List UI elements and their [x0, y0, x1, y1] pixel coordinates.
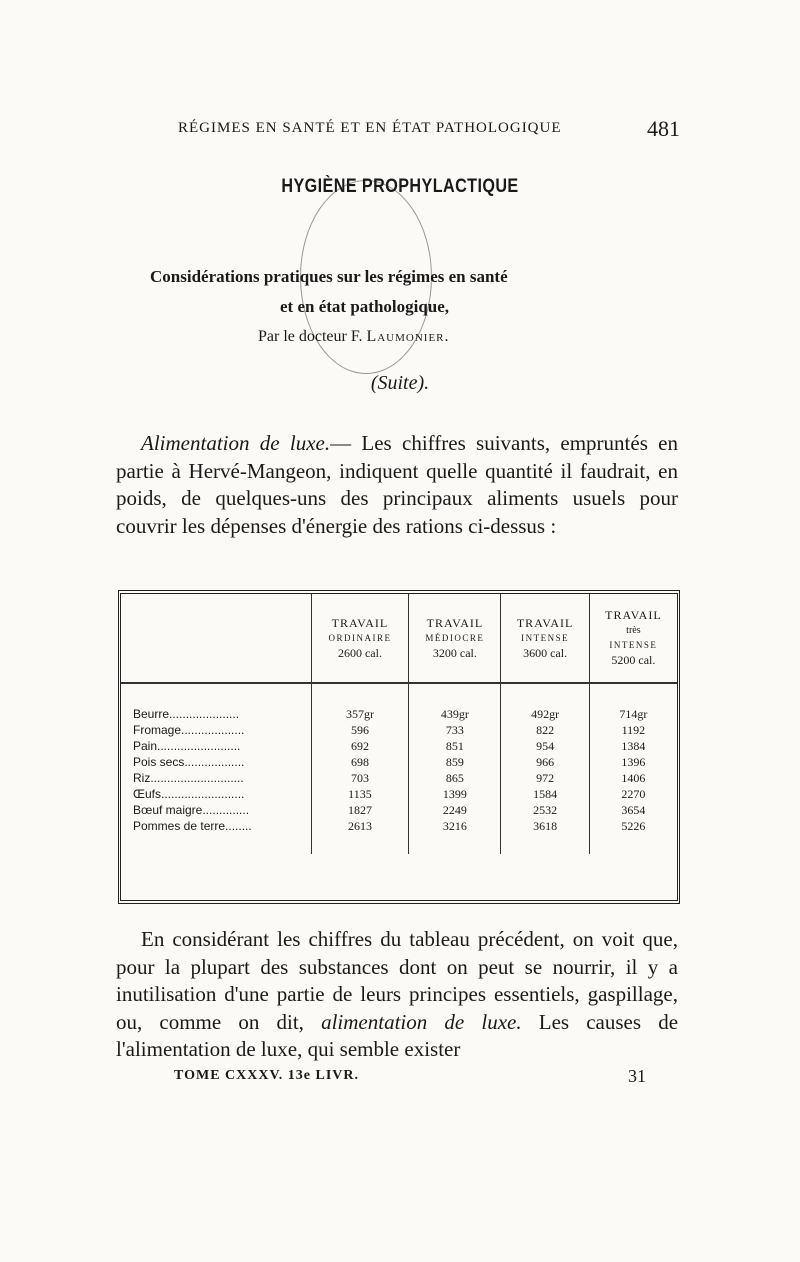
suite-text: (Suite).	[370, 372, 430, 394]
weight-cell: 492gr	[501, 683, 589, 722]
weight-cell: 1192	[589, 722, 677, 738]
weight-cell: 2249	[409, 802, 501, 818]
header-cal: 5200 cal.	[611, 653, 656, 667]
table-row	[121, 738, 677, 754]
weight-cell: 972	[501, 770, 589, 786]
article-title-line2: et en état pathologique,	[280, 297, 450, 316]
byline-author: Laumonier.	[366, 328, 450, 345]
energy-table	[118, 590, 680, 904]
header-tres: très	[626, 625, 641, 636]
article-title-line1: Considérations pratiques sur les régimes en santé	[150, 267, 508, 286]
paragraph-conclusion-italic: alimentation de luxe.	[321, 1009, 522, 1034]
weight-cell: 1384	[589, 738, 677, 754]
weight-cell: 3618	[501, 818, 589, 854]
weight-cell: 2613	[311, 818, 409, 854]
table-row	[121, 786, 677, 802]
weight-cell: 357gr	[311, 683, 409, 722]
food-name: Pommes de terre........	[133, 819, 252, 833]
table-row	[121, 683, 677, 722]
paragraph-conclusion-text: En considérant les chiffres du tableau précédent, on voit que, pour la plupart des substances dont on peut se nourrir, il y a inutilisation d'une partie de leurs principes essentiels, gaspillage, ou, comme on dit,	[116, 927, 678, 1034]
weight-cell: 439gr	[409, 683, 501, 722]
footer-signature: 31	[628, 1066, 646, 1086]
header-label: TRAVAIL	[516, 615, 574, 630]
page-number: 481	[647, 116, 680, 141]
weight-cell: 692	[311, 738, 409, 754]
weight-cell: 2532	[501, 802, 589, 818]
weight-cell: 698	[311, 754, 409, 770]
header-empty	[121, 594, 311, 683]
weight-cell: 966	[501, 754, 589, 770]
header-cal: 2600 cal.	[337, 645, 382, 660]
table-row	[121, 818, 677, 854]
weight-cell: 2270	[589, 786, 677, 802]
weight-cell: 1406	[589, 770, 677, 786]
header-sub: INTENSE	[521, 632, 570, 643]
header-label: TRAVAIL	[605, 608, 662, 622]
weight-cell: 954	[501, 738, 589, 754]
table-row	[121, 802, 677, 818]
weight-cell: 596	[311, 722, 409, 738]
paragraph-lead: Alimentation de luxe.	[141, 431, 331, 455]
weight-cell: 3654	[589, 802, 677, 818]
header-cal: 3200 cal.	[432, 645, 477, 660]
header-sub: ORDINAIRE	[328, 632, 392, 643]
section-title: HYGIÈNE PROPHYLACTIQUE	[281, 176, 519, 197]
weight-cell: 733	[409, 722, 501, 738]
paragraph-conclusion	[116, 926, 678, 1064]
footer-volume: TOME CXXXV. 13e LIVR.	[174, 1068, 359, 1083]
weight-cell: 3216	[409, 818, 501, 854]
header-label: TRAVAIL	[426, 615, 484, 630]
food-name: Pain.........................	[133, 739, 241, 753]
weight-cell: 851	[409, 738, 501, 754]
food-name: Pois secs..................	[133, 755, 245, 769]
food-name: Fromage...................	[133, 723, 245, 737]
article-title	[150, 262, 670, 322]
suite-label	[0, 372, 800, 395]
weight-cell: 1396	[589, 754, 677, 770]
running-head	[178, 116, 680, 140]
header-mediocre	[409, 594, 501, 683]
food-name: Bœuf maigre..............	[133, 803, 250, 817]
weight-cell: 865	[409, 770, 501, 786]
paragraph-conclusion-tail: Les causes de l'alimentation de luxe, qui semble exister	[116, 1009, 679, 1061]
table-row	[121, 722, 677, 738]
header-tres-intense	[589, 594, 677, 683]
byline-prefix: Par le docteur F.	[258, 328, 363, 345]
weight-cell: 822	[501, 722, 589, 738]
weight-cell: 859	[409, 754, 501, 770]
weight-cell: 1584	[501, 786, 589, 802]
table-header-row	[121, 594, 677, 683]
paragraph-intro	[116, 430, 678, 540]
header-sub: MÉDIOCRE	[425, 632, 485, 643]
running-title: RÉGIMES EN SANTÉ ET EN ÉTAT PATHOLOGIQUE	[178, 120, 562, 136]
header-intense	[501, 594, 589, 683]
paragraph-intro-text: — Les chiffres suivants, empruntés en partie à Hervé-Mangeon, indiquent quelle quantité il faudrait, en poids, de quelques-uns des principaux aliments usuels pour couvrir les dépenses d'énergie des rations ci-dessus :	[116, 431, 678, 538]
food-name: Œufs.........................	[133, 787, 245, 801]
header-sub: INTENSE	[609, 640, 658, 650]
weight-cell: 703	[311, 770, 409, 786]
weight-cell: 1827	[311, 802, 409, 818]
energy-table-grid	[121, 594, 677, 854]
table-row	[121, 754, 677, 770]
weight-cell: 1135	[311, 786, 409, 802]
weight-cell: 714gr	[589, 683, 677, 722]
food-name: Beurre.....................	[133, 707, 240, 721]
weight-cell: 1399	[409, 786, 501, 802]
table-row	[121, 770, 677, 786]
byline	[258, 328, 558, 346]
header-label: TRAVAIL	[331, 615, 389, 630]
header-ordinaire	[311, 594, 409, 683]
header-cal: 3600 cal.	[523, 645, 568, 660]
page-footer	[174, 1068, 646, 1084]
food-name: Riz............................	[133, 771, 244, 785]
weight-cell: 5226	[589, 818, 677, 854]
